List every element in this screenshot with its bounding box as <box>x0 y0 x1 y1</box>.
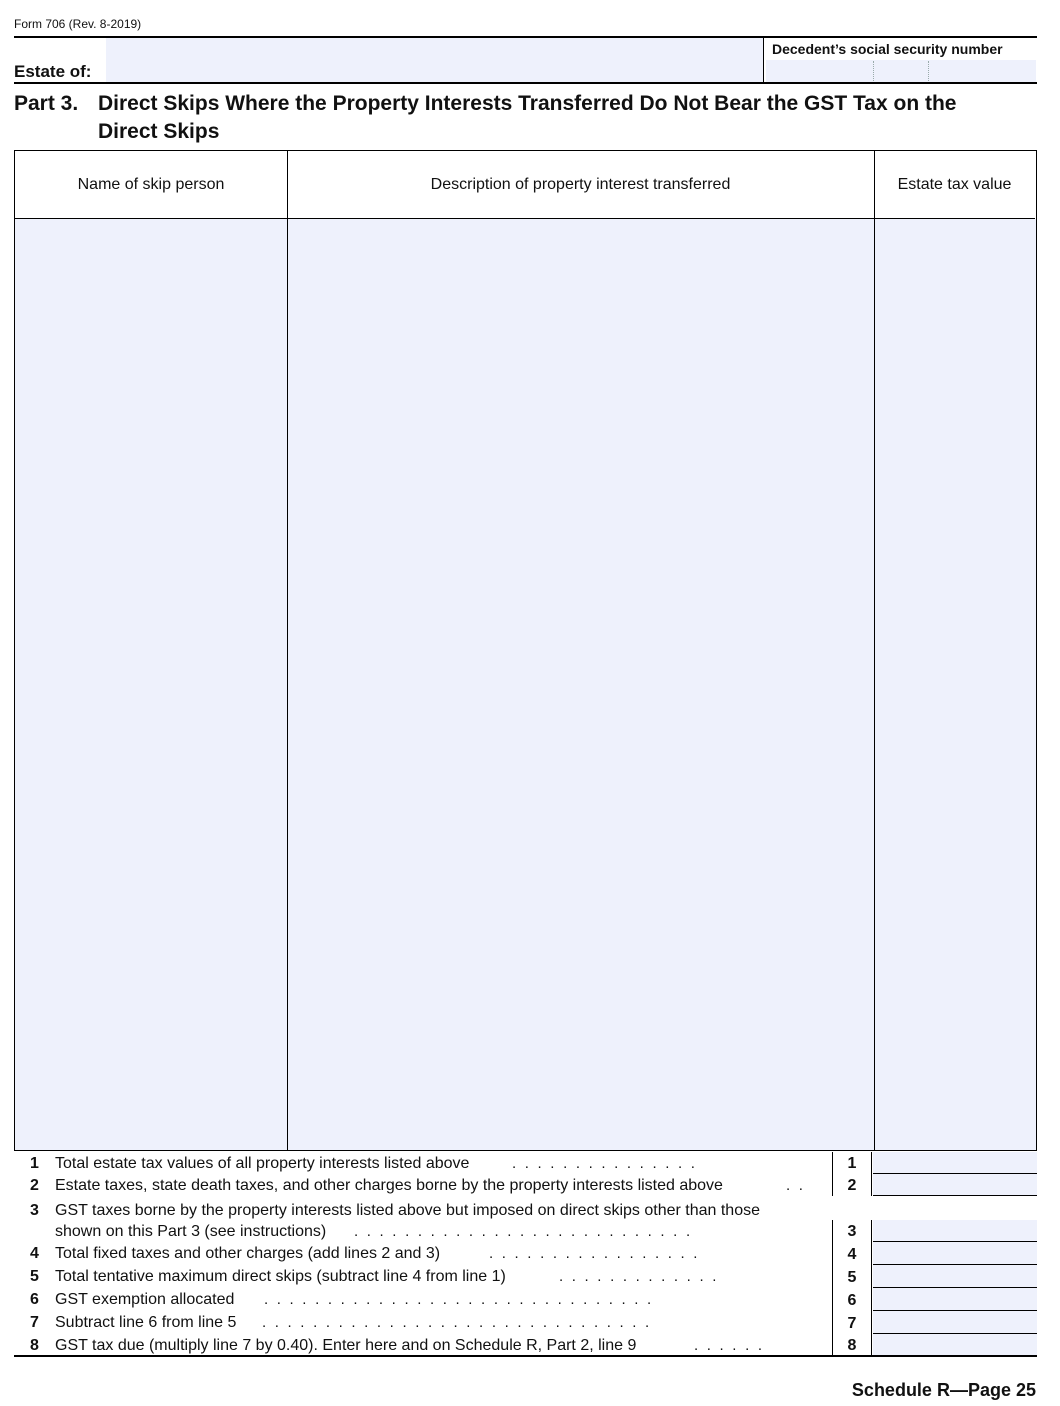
line-7-amount-field[interactable] <box>873 1311 1037 1334</box>
leader-dots: ...... <box>694 1337 771 1354</box>
ssn-separator <box>873 61 874 81</box>
line-4-row <box>14 1242 1037 1265</box>
line-number: 8 <box>30 1337 39 1354</box>
leader-dots: .. <box>786 1177 812 1194</box>
column-header-skip-person: Name of skip person <box>15 151 287 219</box>
bottom-rule <box>14 1355 1037 1357</box>
line-description: Total fixed taxes and other charges (add lines 2 and 3) <box>55 1245 441 1262</box>
part-title-line2: Direct Skips <box>98 120 220 143</box>
ssn-label: Decedent’s social security number <box>772 41 1003 57</box>
page-footer: Schedule R—Page 25 <box>851 1380 1036 1400</box>
header-rule <box>14 82 1037 84</box>
line-description: Total estate tax values of all property interests listed above <box>55 1155 470 1172</box>
line-1-row <box>14 1152 1037 1174</box>
skip-person-column-field[interactable] <box>15 219 287 1150</box>
line-description: GST tax due (multiply line 7 by 0.40). Enter here and on Schedule R, Part 2, line 9 <box>55 1337 637 1354</box>
line-box: 7 <box>832 1311 872 1334</box>
line-8-amount-field[interactable] <box>873 1334 1037 1356</box>
line-number: 1 <box>30 1155 39 1172</box>
line-number: 6 <box>30 1291 39 1308</box>
line-3-row <box>14 1196 1037 1242</box>
line-3-amount-field[interactable] <box>873 1220 1037 1242</box>
line-2-row <box>14 1174 1037 1196</box>
line-box: 3 <box>832 1220 872 1242</box>
direct-skips-table <box>14 150 1037 1151</box>
line-7-row <box>14 1311 1037 1334</box>
leader-dots: ............. <box>559 1268 725 1285</box>
line-number: 2 <box>30 1177 39 1194</box>
line-6-amount-field[interactable] <box>873 1288 1037 1311</box>
part-title <box>14 90 1037 146</box>
line-box: 4 <box>832 1242 872 1265</box>
line-number: 3 <box>30 1202 39 1219</box>
line-6-row <box>14 1288 1037 1311</box>
description-column-field[interactable] <box>288 219 874 1150</box>
line-5-amount-field[interactable] <box>873 1265 1037 1288</box>
line-description: Total tentative maximum direct skips (subtract line 4 from line 1) <box>55 1268 506 1285</box>
line-description: Estate taxes, state death taxes, and other charges borne by the property interests listed above <box>55 1177 723 1194</box>
leader-dots: ............................... <box>262 1314 658 1331</box>
estate-label: Estate of: <box>14 62 92 81</box>
ssn-field[interactable] <box>766 60 1036 82</box>
column-header-description: Description of property interest transferred <box>287 151 874 219</box>
line-2-amount-field[interactable] <box>873 1174 1037 1196</box>
line-description: Subtract line 6 from line 5 <box>55 1314 237 1331</box>
line-number: 7 <box>30 1314 39 1331</box>
line-5-row <box>14 1265 1037 1288</box>
line-box: 1 <box>832 1152 872 1174</box>
line-description-continued: shown on this Part 3 (see instructions) <box>55 1223 327 1240</box>
ssn-divider <box>763 37 764 82</box>
column-divider <box>287 151 288 1150</box>
leader-dots: ............... <box>512 1155 704 1172</box>
line-8-row <box>14 1334 1037 1356</box>
line-box: 8 <box>832 1334 872 1356</box>
line-1-amount-field[interactable] <box>873 1152 1037 1174</box>
line-number: 4 <box>30 1245 39 1262</box>
ssn-separator <box>928 61 929 81</box>
leader-dots: ................. <box>489 1245 707 1262</box>
line-box: 6 <box>832 1288 872 1311</box>
estate-tax-value-column-field[interactable] <box>875 219 1036 1150</box>
estate-name-field[interactable] <box>106 38 763 82</box>
line-description: GST taxes borne by the property interests listed above but imposed on direct skips other than those <box>55 1202 760 1219</box>
column-header-estate-tax-value: Estate tax value <box>874 151 1035 219</box>
line-4-amount-field[interactable] <box>873 1242 1037 1265</box>
leader-dots: ........................... <box>354 1223 699 1240</box>
column-divider <box>874 151 875 1150</box>
part-number: Part 3. <box>14 92 79 115</box>
line-box: 5 <box>832 1265 872 1288</box>
leader-dots: ............................... <box>264 1291 660 1308</box>
line-description: GST exemption allocated <box>55 1291 235 1308</box>
line-number: 5 <box>30 1268 39 1285</box>
line-box: 2 <box>832 1174 872 1196</box>
form-id: Form 706 (Rev. 8-2019) <box>14 17 142 31</box>
part-title-line1: Direct Skips Where the Property Interests Transferred Do Not Bear the GST Tax on the <box>98 92 957 115</box>
